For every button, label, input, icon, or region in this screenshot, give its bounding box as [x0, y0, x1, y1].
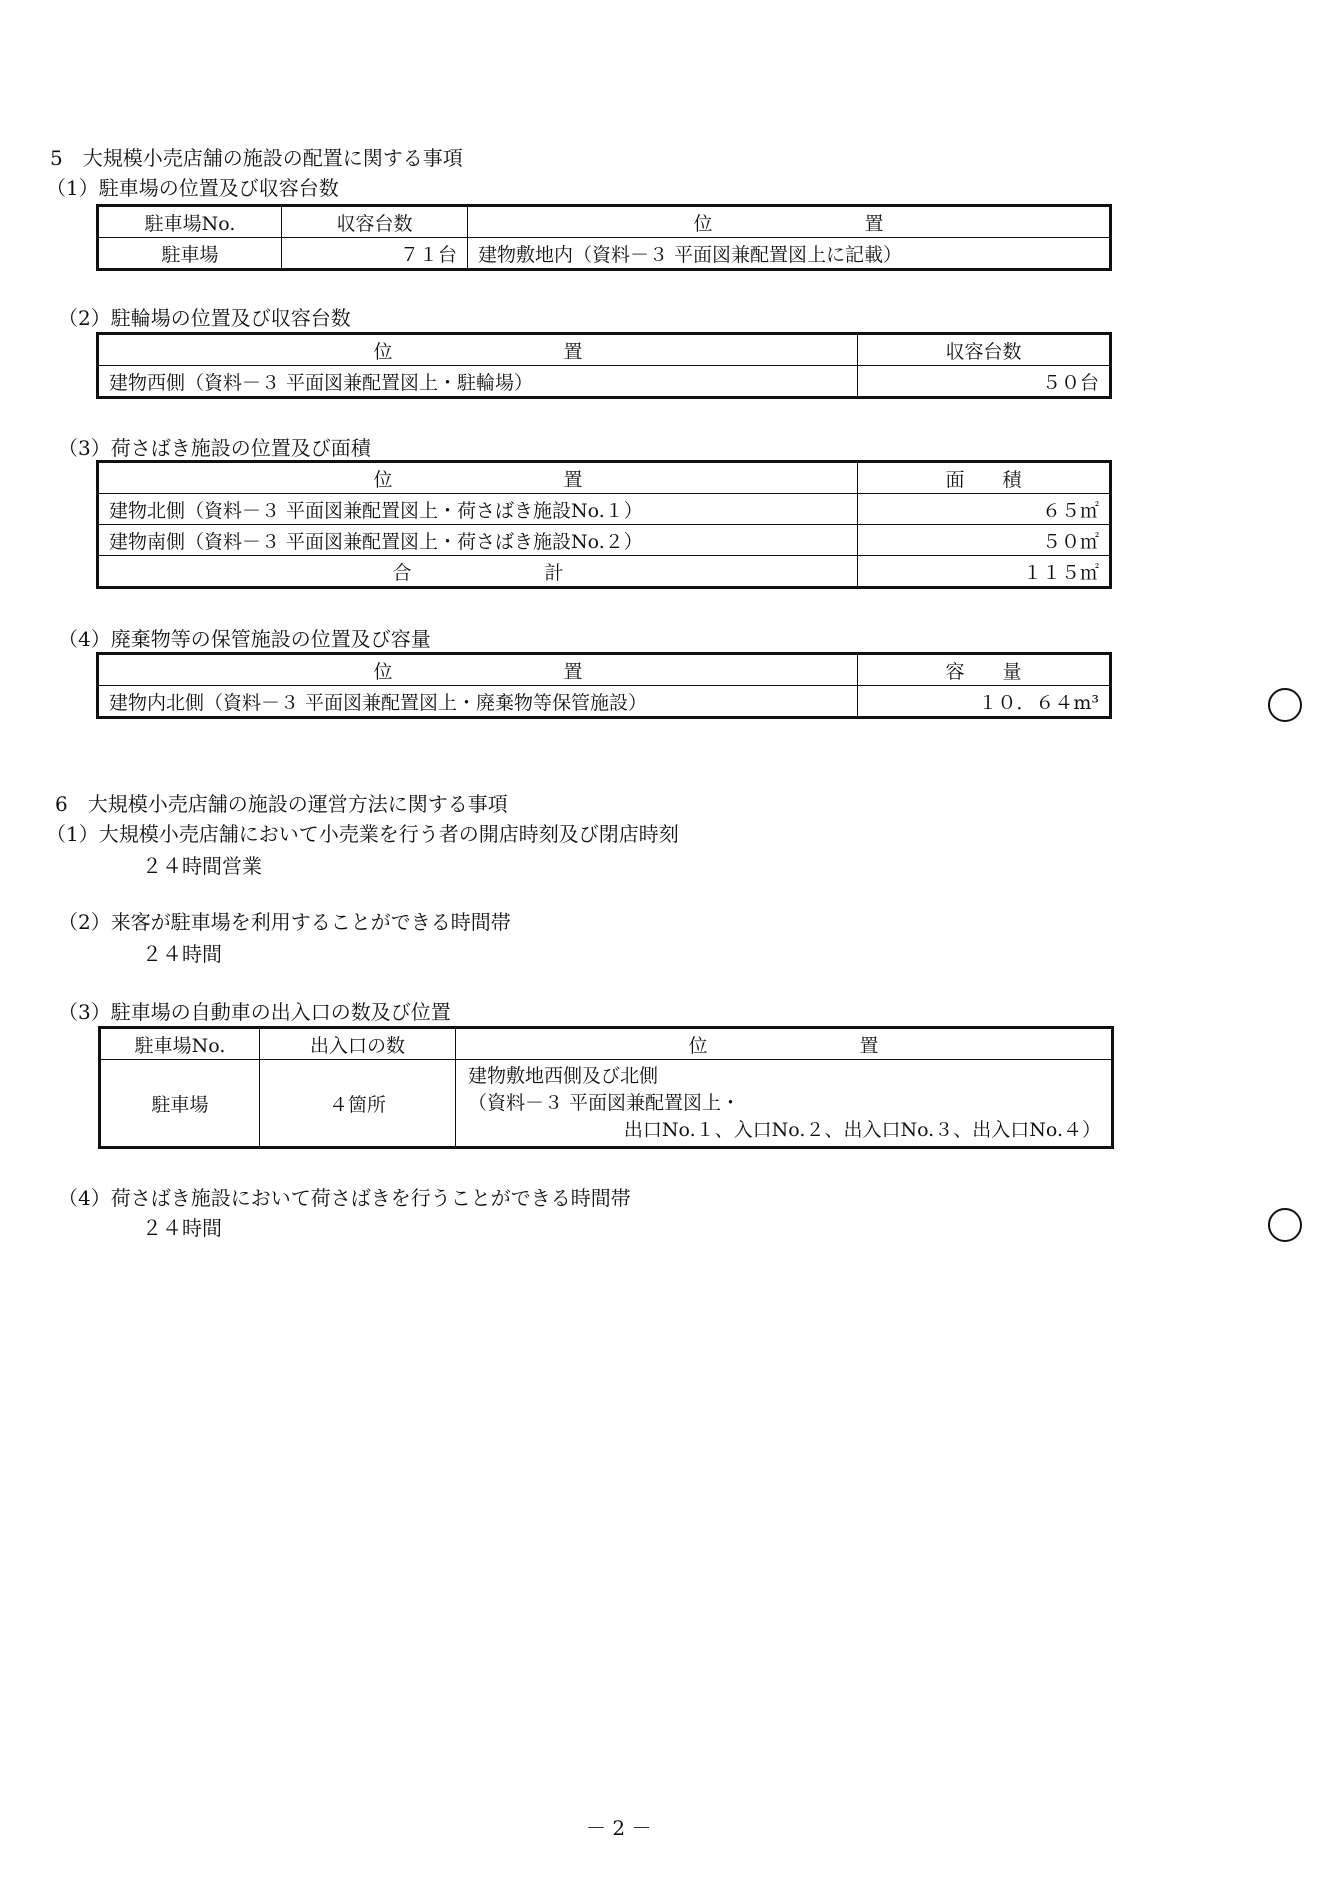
entrance-table	[98, 1026, 1114, 1149]
circle-mark	[1268, 1208, 1302, 1242]
parking-table	[96, 204, 1112, 271]
waste-storage-table	[96, 652, 1112, 719]
cell-parking-capacity: ７１台	[282, 238, 468, 270]
cell-total-area: １１５㎡	[858, 556, 1111, 588]
header-location: 位 置	[98, 334, 858, 366]
header-location: 位 置	[468, 206, 1111, 238]
cell-entrance-parking: 駐車場	[100, 1060, 260, 1148]
cell-entrance-count: ４箇所	[260, 1060, 456, 1148]
section-6-1-title: （1）大規模小売店舗において小売業を行う者の開店時刻及び閉店時刻	[46, 822, 679, 846]
section-6-3-title: （3）駐車場の自動車の出入口の数及び位置	[58, 1000, 451, 1024]
cell-entrance-location	[456, 1060, 1113, 1148]
section-5-heading: 5 大規模小売店舗の施設の配置に関する事項	[50, 146, 463, 170]
header-capacity: 収容台数	[282, 206, 468, 238]
header-location: 位 置	[98, 462, 858, 494]
header-location: 位 置	[98, 654, 858, 686]
cell-loading-location-1: 建物北側（資料－３ 平面図兼配置図上・荷さばき施設No.１）	[98, 494, 858, 525]
section-5-1-title: （1）駐車場の位置及び収容台数	[46, 176, 339, 200]
section-5-3-title: （3）荷さばき施設の位置及び面積	[58, 436, 371, 460]
section-6-4-value: ２４時間	[142, 1216, 222, 1240]
cell-parking-name: 駐車場	[98, 238, 282, 270]
header-location: 位 置	[456, 1028, 1113, 1060]
section-6-heading: 6 大規模小売店舗の施設の運営方法に関する事項	[55, 792, 508, 816]
section-6-1-value: ２４時間営業	[142, 854, 262, 878]
entrance-location-line-3: 出口No.１、入口No.２、出入口No.３、出入口No.４）	[623, 1118, 1101, 1141]
section-5-2-title: （2）駐輪場の位置及び収容台数	[58, 306, 351, 330]
loading-facility-table	[96, 460, 1112, 589]
cell-loading-area-1: ６５㎡	[858, 494, 1111, 525]
header-parking-no: 駐車場No.	[98, 206, 282, 238]
section-6-4-title: （4）荷さばき施設において荷さばきを行うことができる時間帯	[58, 1186, 631, 1210]
cell-waste-volume: １０．６４m³	[858, 686, 1111, 718]
section-6-2-title: （2）来客が駐車場を利用することができる時間帯	[58, 910, 511, 934]
cell-total-label: 合 計	[98, 556, 858, 588]
header-parking-no: 駐車場No.	[100, 1028, 260, 1060]
header-entrance-count: 出入口の数	[260, 1028, 456, 1060]
cell-parking-location: 建物敷地内（資料－３ 平面図兼配置図上に記載）	[468, 238, 1111, 270]
header-volume: 容 量	[858, 654, 1111, 686]
page-number: － 2 －	[586, 1816, 652, 1840]
header-capacity: 収容台数	[858, 334, 1111, 366]
cell-loading-location-2: 建物南側（資料－３ 平面図兼配置図上・荷さばき施設No.２）	[98, 525, 858, 556]
entrance-location-line-2: （資料－３ 平面図兼配置図上・	[468, 1091, 741, 1114]
circle-mark	[1268, 688, 1302, 722]
section-6-2-value: ２４時間	[142, 942, 222, 966]
cell-waste-location: 建物内北側（資料－３ 平面図兼配置図上・廃棄物等保管施設）	[98, 686, 858, 718]
section-5-4-title: （4）廃棄物等の保管施設の位置及び容量	[58, 627, 431, 651]
header-area: 面 積	[858, 462, 1111, 494]
entrance-location-line-1: 建物敷地西側及び北側	[468, 1064, 659, 1087]
cell-bicycle-capacity: ５０台	[858, 366, 1111, 398]
cell-loading-area-2: ５０㎡	[858, 525, 1111, 556]
bicycle-parking-table	[96, 332, 1112, 399]
cell-bicycle-location: 建物西側（資料－３ 平面図兼配置図上・駐輪場）	[98, 366, 858, 398]
